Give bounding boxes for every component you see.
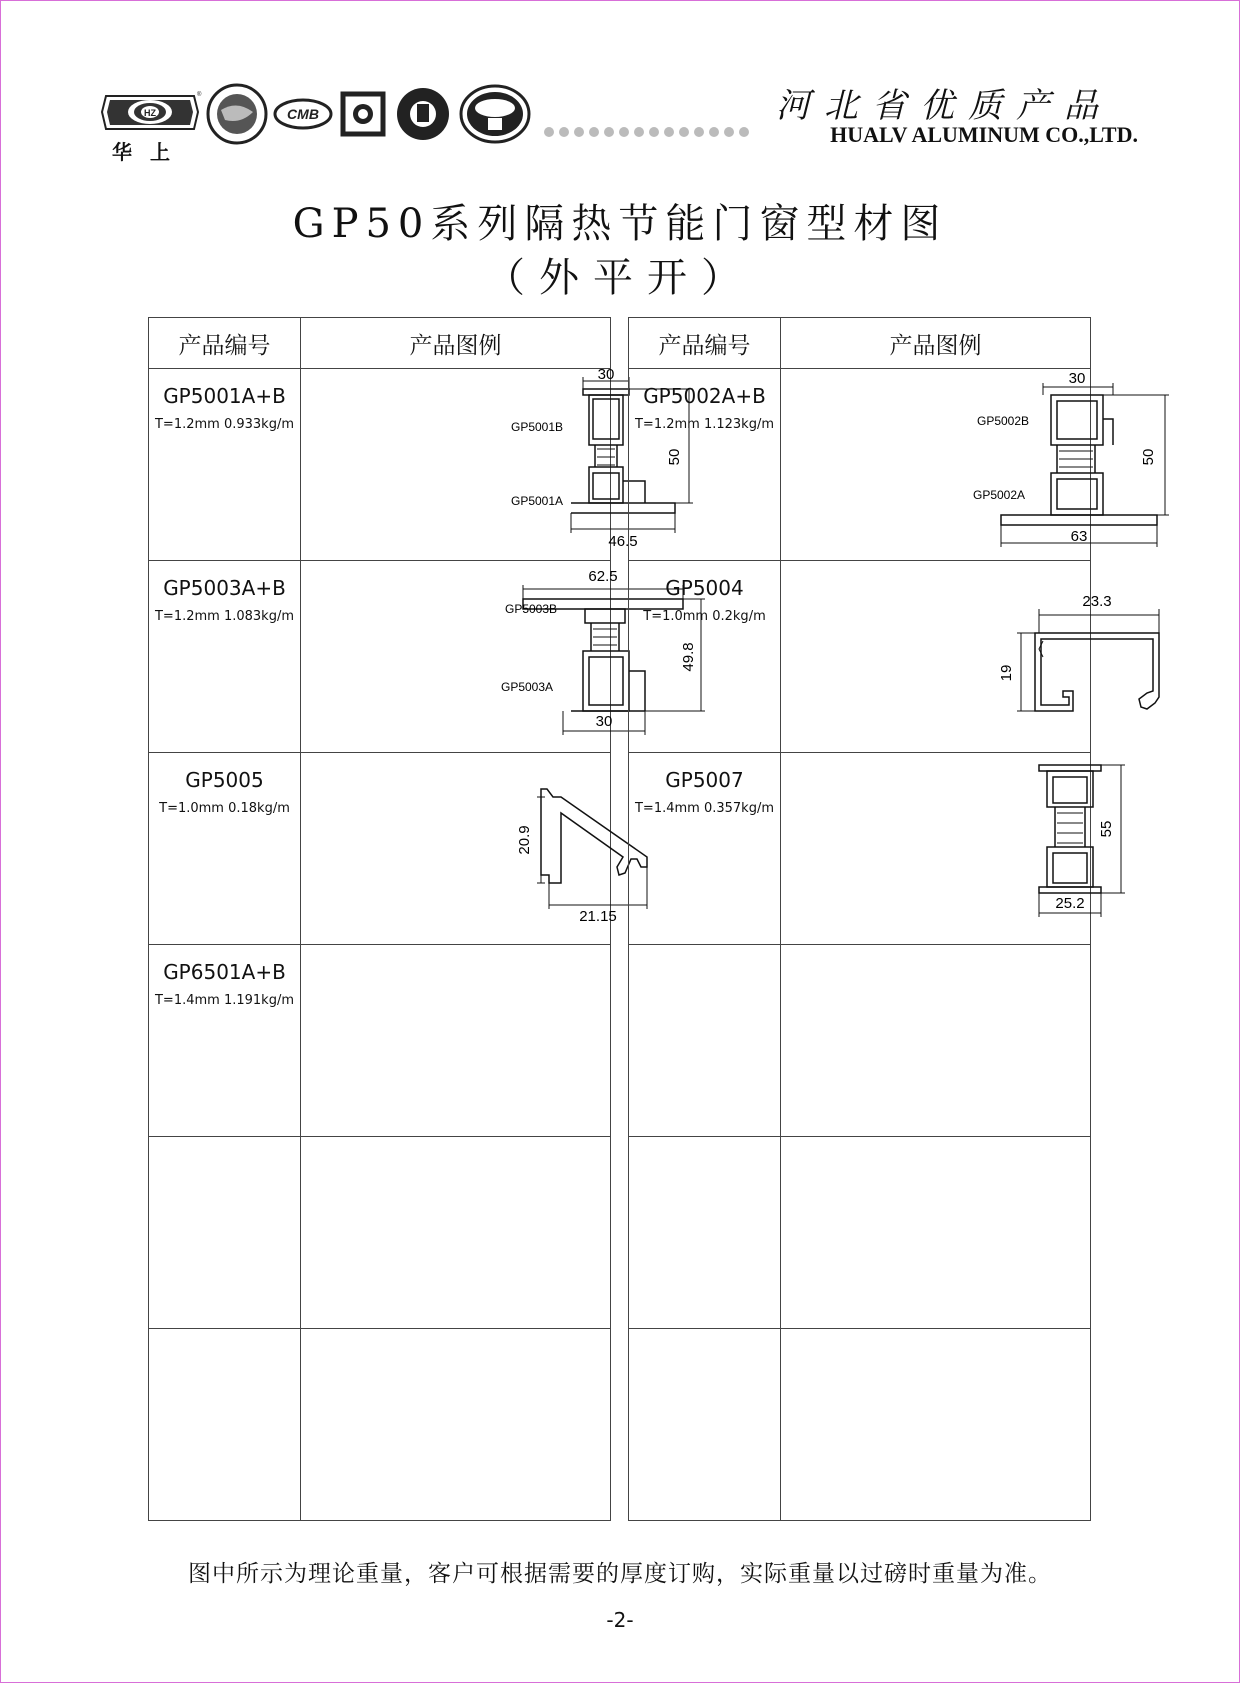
product-spec: T=1.0mm 0.2kg/m xyxy=(643,609,766,624)
dimension-label: 20.9 xyxy=(516,825,533,855)
page-title: GP50系列隔热节能门窗型材图 xyxy=(292,201,948,247)
profile-table-right xyxy=(628,317,1157,1521)
column-header-code: 产品编号 xyxy=(149,318,301,369)
profile-drawing-empty xyxy=(301,1137,611,1329)
table-row xyxy=(629,753,1091,945)
part-label: GP5001B xyxy=(511,420,564,434)
product-spec: T=1.4mm 0.357kg/m xyxy=(634,801,774,816)
dimension-label: 30 xyxy=(595,713,613,730)
profile-drawing xyxy=(301,366,683,560)
quality-mark-icon xyxy=(343,94,383,134)
product-spec: T=1.2mm 1.083kg/m xyxy=(154,609,294,624)
table-row xyxy=(149,369,611,561)
profile-drawing-empty xyxy=(781,945,1091,1137)
part-label: GP5002A xyxy=(973,488,1026,502)
footnote: 图中所示为理论重量，客户可根据需要的厚度订购，实际重量以过磅时重量为准。 xyxy=(188,1561,1052,1587)
dimension-label: 50 xyxy=(666,448,683,466)
table-row xyxy=(149,945,611,1137)
svg-text:®: ® xyxy=(197,92,202,98)
part-label: GP5002B xyxy=(977,414,1030,428)
product-code: GP5001A+B xyxy=(163,384,286,408)
table-row xyxy=(629,1137,1091,1329)
product-spec: T=1.0mm 0.18kg/m xyxy=(159,801,290,816)
table-row xyxy=(149,1329,611,1521)
column-header-image: 产品图例 xyxy=(781,318,1091,369)
profile-drawing-empty xyxy=(781,1137,1091,1329)
certification-logos xyxy=(205,82,535,146)
product-code-empty xyxy=(629,1137,781,1329)
profile-drawing-empty xyxy=(301,945,611,1137)
profile-table-left xyxy=(148,317,697,1521)
product-spec: T=1.2mm 0.933kg/m xyxy=(154,417,294,432)
product-code: GP5002A+B xyxy=(643,384,766,408)
page-number: -2- xyxy=(606,1608,634,1632)
table-row xyxy=(149,1137,611,1329)
part-label: GP5003A xyxy=(501,680,554,694)
product-code: GP5003A+B xyxy=(163,576,286,600)
dimension-label: 21.15 xyxy=(579,908,617,925)
profile-drawing xyxy=(781,753,1115,944)
product-code-empty xyxy=(629,945,781,1137)
dimension-label: 30 xyxy=(1068,370,1086,387)
logo-caption: 华上 xyxy=(112,140,188,164)
profile-drawing xyxy=(781,369,1157,560)
product-code-empty xyxy=(149,1329,301,1521)
dimension-label: 55 xyxy=(1098,820,1115,838)
product-spec: T=1.4mm 1.191kg/m xyxy=(154,993,294,1008)
dimension-label: 19 xyxy=(998,664,1015,682)
cmb-icon xyxy=(275,100,331,128)
product-spec: T=1.2mm 1.123kg/m xyxy=(634,417,774,432)
hebei-quality-icon xyxy=(461,86,529,142)
product-code: GP5004 xyxy=(665,576,744,600)
svg-text:HZ: HZ xyxy=(144,108,156,118)
dimension-label: 62.5 xyxy=(588,568,618,585)
product-code-empty xyxy=(629,1329,781,1521)
dimension-label: 25.2 xyxy=(1055,895,1085,912)
decorative-dots xyxy=(543,126,753,138)
product-code: GP5005 xyxy=(185,768,264,792)
profile-drawing-empty xyxy=(781,1329,1091,1521)
dimension-label: 49.8 xyxy=(680,642,697,672)
product-code: GP6501A+B xyxy=(163,960,286,984)
table-row xyxy=(629,945,1091,1137)
svg-text:CMB: CMB xyxy=(287,106,319,122)
profile-drawing xyxy=(781,561,1112,752)
company-logo xyxy=(100,90,200,135)
table-row xyxy=(149,561,611,753)
product-code: GP5007 xyxy=(665,768,744,792)
column-header-code: 产品编号 xyxy=(629,318,781,369)
dimension-label: 63 xyxy=(1070,528,1088,545)
brand-name-cn: 河北省优质产品 xyxy=(776,86,1112,126)
dimension-label: 23.3 xyxy=(1082,593,1112,610)
column-header-image: 产品图例 xyxy=(301,318,611,369)
profile-drawing-empty xyxy=(301,1329,611,1521)
dimension-label: 50 xyxy=(1140,448,1157,466)
table-row xyxy=(629,561,1091,753)
dimension-label: 46.5 xyxy=(608,533,638,550)
table-row xyxy=(629,369,1091,561)
dimension-label: 30 xyxy=(597,366,615,383)
part-label: GP5001A xyxy=(511,494,564,508)
globe-icon xyxy=(208,85,266,143)
page-subtitle: （外平开） xyxy=(485,255,755,301)
brand-name-en: HUALV ALUMINUM CO.,LTD. xyxy=(830,122,1138,147)
profile-drawing xyxy=(301,753,617,944)
profile-drawing xyxy=(301,561,697,752)
table-row xyxy=(629,1329,1091,1521)
part-label: GP5003B xyxy=(505,602,558,616)
emblem-icon xyxy=(397,88,449,140)
product-code-empty xyxy=(149,1137,301,1329)
table-row xyxy=(149,753,611,945)
